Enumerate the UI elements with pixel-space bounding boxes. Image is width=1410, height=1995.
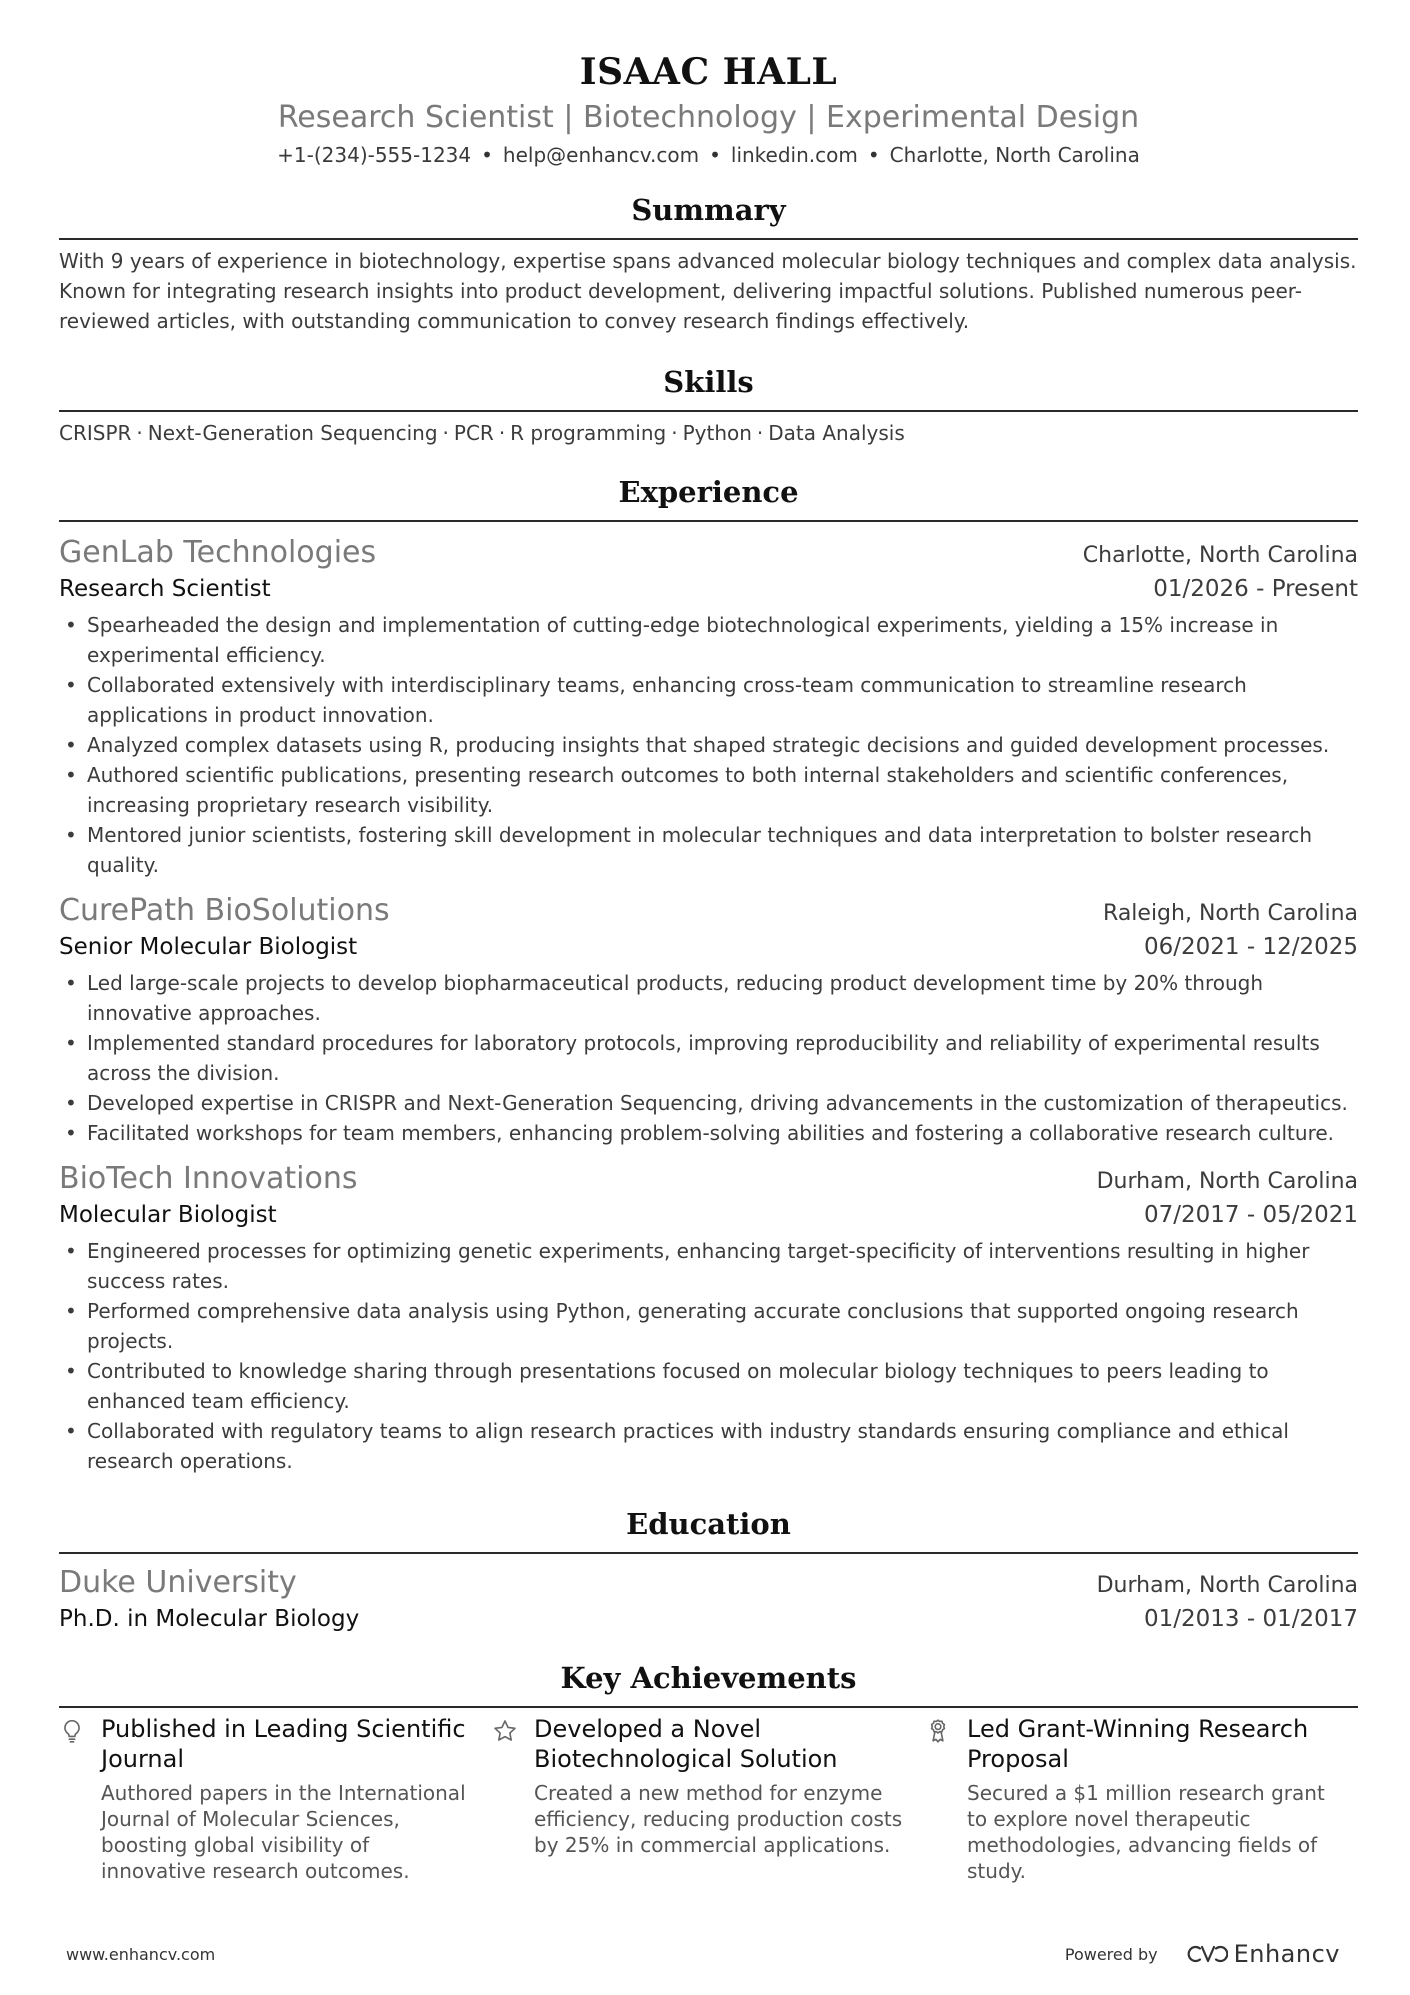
job-bullet: • Implemented standard procedures for laboratory protocols, improving reproducibility and reliability of experimental results across the division. [59,1028,1358,1088]
achievement-item [492,1714,925,1884]
job-role-row [59,572,1358,606]
job-bullet: • Engineered processes for optimizing genetic experiments, enhancing target-specificity of interventions resulting in higher success rates. [59,1236,1358,1296]
job-bullet: • Collaborated with regulatory teams to align research practices with industry standards ensuring compliance and ethical research operations. [59,1416,1358,1476]
skill-separator: · [671,421,678,445]
contact-line [59,142,1358,168]
job-dates: 07/2017 - 05/2021 [1143,1202,1358,1228]
job-location: Durham, North Carolina [1096,1169,1358,1194]
education-dates: 01/2013 - 01/2017 [1143,1606,1358,1632]
contact-separator: • [867,143,880,167]
skills-section [59,362,1358,448]
job-company: CurePath BioSolutions [59,893,390,928]
job-bullet: • Spearheaded the design and implementation of cutting-edge biotechnological experiments, yielding a 15% increase in experimental efficiency. [59,610,1358,670]
achievement-body [967,1714,1358,1884]
achievement-description: Secured a $1 million research grant to explore novel therapeutic methodologies, advancing fields of study. [967,1781,1325,1883]
job-bullet: • Led large-scale projects to develop biopharmaceutical products, reducing product development time by 20% through innovative approaches. [59,968,1358,1028]
achievements-section [59,1658,1358,1884]
contact-separator: • [481,143,493,167]
achievement-title: Published in Leading Scientific Journal [101,1715,466,1773]
job-bullet: • Authored scientific publications, presenting research outcomes to both internal stakeholders and scientific conferences, increasing proprietary research visibility. [59,760,1358,820]
job-role: Molecular Biologist [59,1202,277,1228]
achievement-description: Authored papers in the International Journal of Molecular Sciences, boosting global visibility of innovative research outcomes. [101,1781,466,1883]
contact-location: Charlotte, North Carolina [889,143,1140,167]
job-bullet: • Analyzed complex datasets using R, producing insights that shaped strategic decisions and guided development processes. [59,730,1358,760]
skill-item: R programming [510,421,667,445]
job-entry [59,534,1358,880]
skill-separator: · [756,421,764,445]
skill-separator: · [136,421,143,445]
education-degree: Ph.D. in Molecular Biology [59,1606,360,1632]
education-school: Duke University [59,1565,297,1600]
job-bullet: • Developed expertise in CRISPR and Next-Generation Sequencing, driving advancements in the customization of therapeutics. [59,1088,1358,1118]
skill-separator: · [498,421,506,445]
star-icon [492,1714,534,1884]
achievement-item [59,1714,492,1884]
contact-separator: • [709,143,721,167]
achievement-body [534,1714,925,1884]
job-header-row [59,892,1358,930]
skill-item: PCR [453,421,494,445]
job-bullet: • Contributed to knowledge sharing through presentations focused on molecular biology techniques to peers leading to enhanced team efficiency. [59,1356,1358,1416]
experience-heading: Experience [59,472,1358,522]
education-section [59,1504,1358,1636]
contact-linkedin[interactable]: linkedin.com [730,143,858,167]
job-role: Research Scientist [59,576,271,602]
resume-header [59,48,1358,168]
footer [66,1940,1340,1968]
education-entry [59,1564,1358,1636]
job-role: Senior Molecular Biologist [59,934,358,960]
job-dates: 01/2026 - Present [1153,576,1358,602]
job-role-row [59,930,1358,964]
job-role-row [59,1198,1358,1232]
candidate-name: ISAAC HALL [579,51,838,93]
skills-heading: Skills [59,362,1358,412]
job-bullets [59,1236,1358,1476]
achievements-heading: Key Achievements [59,1658,1358,1708]
achievement-item [925,1714,1358,1884]
candidate-headline: Research Scientist | Biotechnology | Experimental Design [277,100,1140,135]
job-company: GenLab Technologies [59,535,377,570]
job-bullet: • Mentored junior scientists, fostering skill development in molecular techniques and data interpretation to bolster research quality. [59,820,1358,880]
job-location: Raleigh, North Carolina [1103,901,1358,926]
job-entry [59,1160,1358,1476]
job-header-row [59,534,1358,572]
achievements-list [59,1714,1358,1884]
footer-url[interactable]: www.enhancv.com [66,1944,216,1964]
education-degree-row [59,1602,1358,1636]
summary-heading: Summary [59,190,1358,240]
job-company: BioTech Innovations [59,1161,358,1196]
skill-item: CRISPR [59,421,132,445]
job-bullet: • Collaborated extensively with interdisciplinary teams, enhancing cross-team communication to streamline research applications in product innovation. [59,670,1358,730]
job-entry [59,892,1358,1148]
experience-section [59,472,1358,1476]
job-header-row [59,1160,1358,1198]
job-location: Charlotte, North Carolina [1082,543,1358,568]
lightbulb-icon [59,1714,101,1884]
enhancv-logo-icon [1182,1941,1228,1967]
job-bullets [59,968,1358,1148]
skills-list [59,418,1358,448]
award-icon [925,1714,967,1884]
achievement-description: Created a new method for enzyme efficiency, reducing production costs by 25% in commercial applications. [534,1781,903,1857]
job-bullet: • Performed comprehensive data analysis using Python, generating accurate conclusions that supported ongoing research projects. [59,1296,1358,1356]
contact-email[interactable]: help@enhancv.com [502,143,700,167]
job-bullets [59,610,1358,880]
contact-phone: +1-(234)-555-1234 [277,143,472,167]
skill-item: Python [682,421,752,445]
brand-name[interactable]: Enhancv [1233,1940,1340,1968]
achievement-body [101,1714,492,1884]
achievement-title: Led Grant-Winning Research Proposal [967,1715,1309,1773]
education-heading: Education [59,1504,1358,1554]
skill-separator: · [442,421,449,445]
powered-by-label: Powered by [1064,1944,1158,1964]
summary-text: With 9 years of experience in biotechnology, expertise spans advanced molecular biology techniques and complex data analysis. Known for integrating research insights into product development, delivering impactful solutions. Published numerous peer-reviewed articles, with outstanding communication to convey research findings effectively. [59,249,1357,333]
job-bullet: • Facilitated workshops for team members, enhancing problem-solving abilities and fostering a collaborative research culture. [59,1118,1358,1148]
education-location: Durham, North Carolina [1096,1573,1358,1598]
job-dates: 06/2021 - 12/2025 [1143,934,1358,960]
skill-item: Next-Generation Sequencing [147,421,438,445]
achievement-title: Developed a Novel Biotechnological Solution [534,1715,838,1773]
powered-by [1065,1940,1340,1968]
skill-item: Data Analysis [768,421,905,445]
summary-section [59,190,1358,336]
education-header-row [59,1564,1358,1602]
